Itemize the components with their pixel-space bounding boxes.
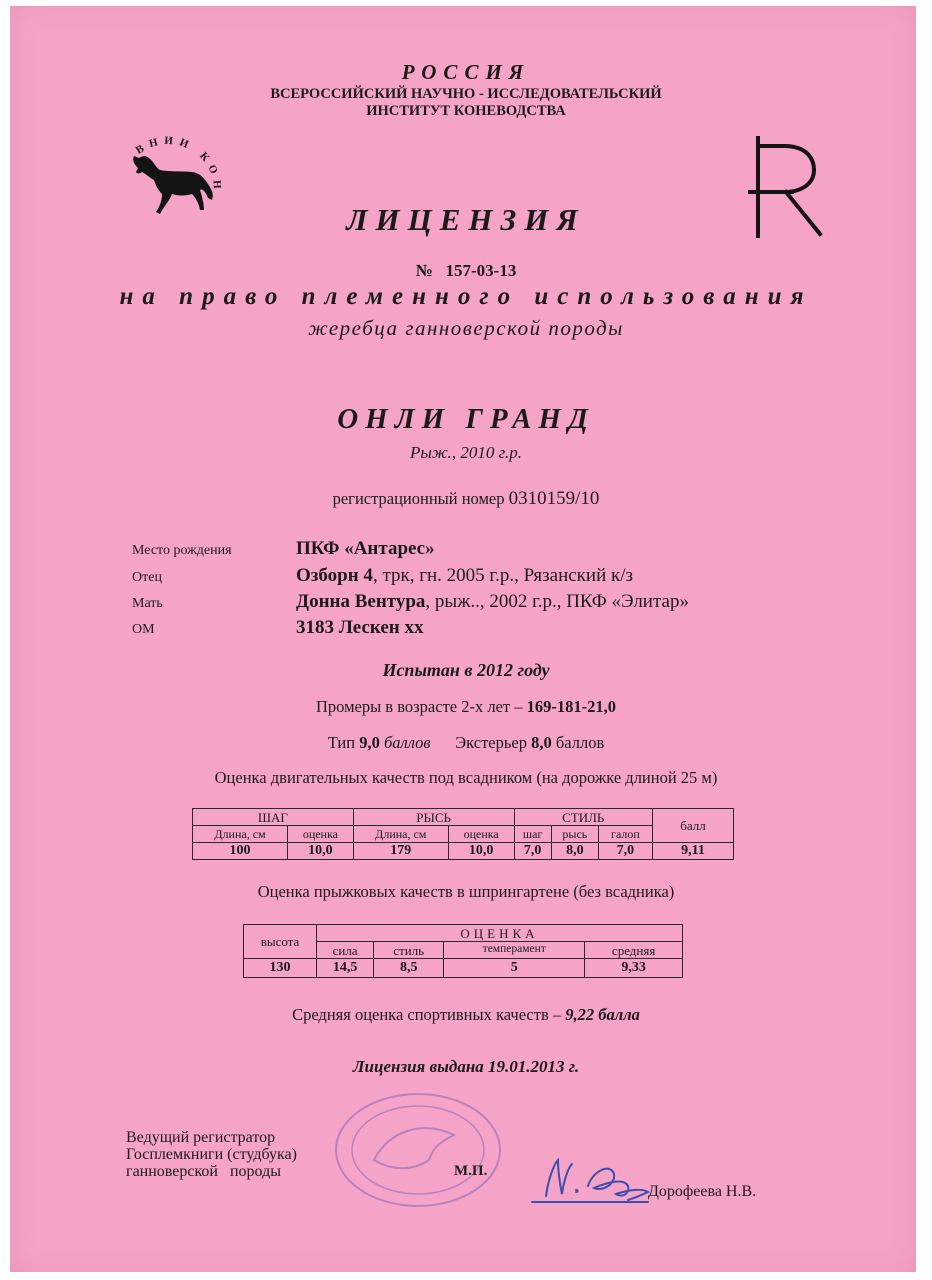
exterior-label: Экстерьер	[455, 733, 527, 752]
sport-average-label: Средняя оценка спортивных качеств –	[292, 1005, 562, 1024]
institute-line-2: ИНСТИТУТ КОНЕВОДСТВА	[366, 103, 566, 119]
header-institute	[0, 86, 932, 120]
registration-line	[0, 488, 932, 510]
registrar-line-2: Госплемкниги (студбука)	[126, 1146, 297, 1163]
jump-score-table	[243, 924, 683, 978]
temperament-value: 5	[444, 959, 585, 978]
horse-name: ОНЛИ ГРАНД	[337, 403, 595, 435]
sub-trot-length: Длина, см	[353, 826, 448, 843]
dam-label: Мать	[132, 596, 163, 611]
damsire-name: 3183 Лескен хх	[296, 617, 424, 638]
group-style: СТИЛЬ	[514, 809, 652, 826]
trot-length-value: 179	[353, 843, 448, 860]
registrar-line-3: ганноверской породы	[126, 1163, 281, 1180]
style-trot-value: 8,0	[551, 843, 598, 860]
table-row	[193, 843, 734, 860]
sub-temperament: темперамент	[444, 942, 585, 959]
exterior-unit: баллов	[555, 733, 605, 752]
institute-line-1: ВСЕРОССИЙСКИЙ НАУЧНО - ИССЛЕДОВАТЕЛЬСКИЙ	[270, 86, 662, 102]
motor-title: Оценка двигательных качеств под всадником (на дорожке длиной 25 м)	[214, 768, 718, 787]
registrar-line-1: Ведущий регистратор	[126, 1129, 276, 1146]
sub-style: стиль	[374, 942, 444, 959]
measurements-label: Промеры в возрасте 2-х лет –	[315, 697, 523, 716]
sub-trot-score: оценка	[448, 826, 514, 843]
jump-title: Оценка прыжковых качеств в шпрингартене (без всадника)	[257, 882, 675, 901]
style-value: 8,5	[374, 959, 444, 978]
walk-score-value: 10,0	[288, 843, 354, 860]
license-breed: жеребца ганноверской породы	[308, 316, 624, 340]
damsire-value	[296, 617, 423, 639]
registrar-title	[126, 1129, 297, 1180]
sport-average-line	[0, 1005, 932, 1025]
measurements-line	[0, 697, 932, 717]
type-value: 9,0	[359, 733, 380, 752]
sub-walk-length: Длина, см	[193, 826, 288, 843]
license-title: ЛИЦЕНЗИЯ	[346, 202, 586, 237]
table-row	[244, 959, 683, 978]
registration-number: 0310159/10	[508, 488, 600, 509]
tested-year: Испытан в 2012 году	[382, 660, 550, 680]
license-purpose: на право племенного использования	[119, 283, 813, 310]
power-value: 14,5	[317, 959, 374, 978]
header-country: РОССИЯ	[401, 60, 531, 84]
sire-label: Отец	[132, 570, 162, 585]
height-value: 130	[244, 959, 317, 978]
logo-ring-text: ВНИИ КОН	[133, 134, 224, 195]
registration-label: регистрационный номер	[332, 489, 505, 508]
motor-score-value: 9,11	[653, 843, 734, 860]
sire-value	[296, 565, 633, 587]
dam-details: , рыж.., 2002 г.р., ПКФ «Элитар»	[425, 591, 689, 612]
exterior-value: 8,0	[531, 733, 552, 752]
sub-average: средняя	[585, 942, 683, 959]
type-exterior-line	[0, 733, 932, 753]
walk-length-value: 100	[193, 843, 288, 860]
license-number: № 157-03-13	[415, 261, 517, 280]
birthplace-bold: ПКФ «Антарес»	[296, 538, 435, 559]
group-score: балл	[653, 809, 734, 843]
type-label: Тип	[327, 733, 356, 752]
birthplace-value	[296, 538, 435, 560]
dam-name: Донна Вентура	[296, 591, 426, 612]
sub-walk-score: оценка	[288, 826, 354, 843]
jump-group-header: ОЦЕНКА	[317, 925, 683, 942]
sub-power: сила	[317, 942, 374, 959]
sport-average-value: 9,22 балла	[565, 1005, 640, 1024]
stamp-place-label: М.П.	[454, 1163, 488, 1179]
group-trot: РЫСЬ	[353, 809, 514, 826]
height-header: высота	[244, 925, 317, 959]
motor-score-table	[192, 808, 734, 860]
sire-details: , трк, гн. 2005 г.р., Рязанский к/з	[372, 565, 634, 586]
sub-style-walk: шаг	[514, 826, 551, 843]
group-walk: ШАГ	[193, 809, 354, 826]
sire-name: Озборн 4	[296, 565, 373, 586]
horse-color-year: Рыж., 2010 г.р.	[409, 443, 523, 462]
damsire-label: ОМ	[132, 622, 155, 637]
sub-style-trot: рысь	[551, 826, 598, 843]
average-value: 9,33	[585, 959, 683, 978]
measurements-value: 169-181-21,0	[526, 697, 616, 716]
dam-value	[296, 591, 689, 613]
issue-date: Лицензия выдана 19.01.2013 г.	[352, 1057, 580, 1076]
trot-score-value: 10,0	[448, 843, 514, 860]
type-unit: баллов	[383, 733, 431, 752]
official-stamp	[334, 1090, 504, 1215]
style-walk-value: 7,0	[514, 843, 551, 860]
style-gallop-value: 7,0	[598, 843, 652, 860]
registrar-name: Дорофеева Н.В.	[648, 1183, 757, 1200]
birthplace-label: Место рождения	[132, 543, 232, 558]
sub-style-gallop: галоп	[598, 826, 652, 843]
